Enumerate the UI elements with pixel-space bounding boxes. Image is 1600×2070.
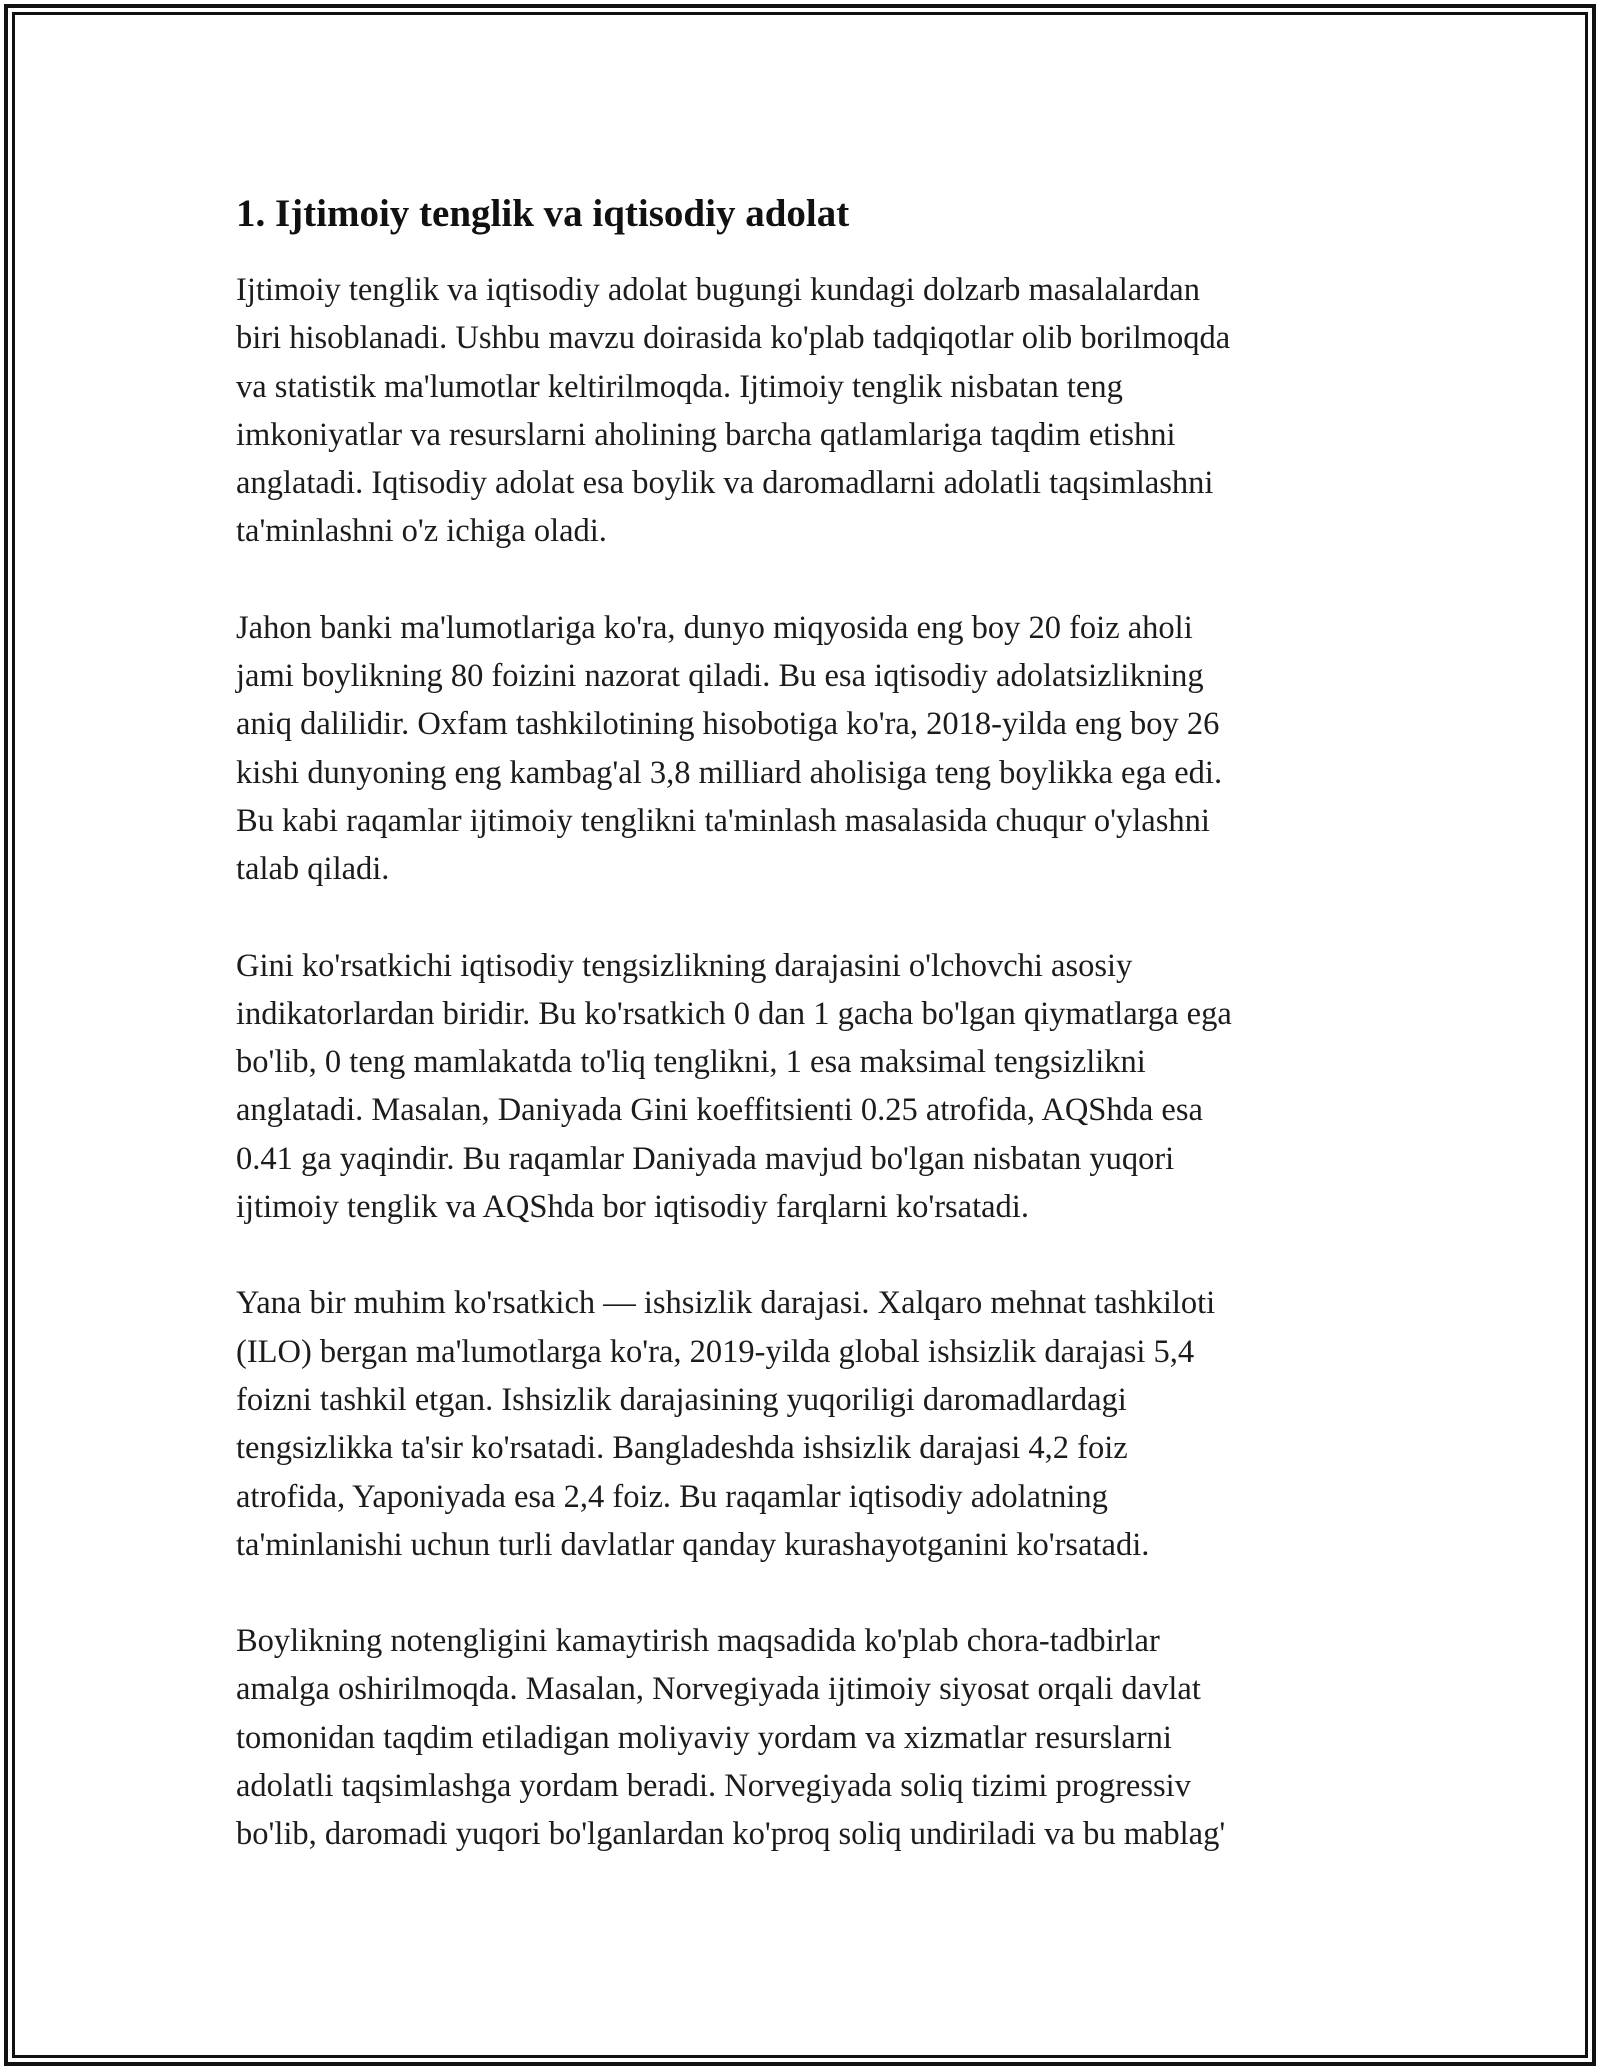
text-line: adolatli taqsimlashga yordam beradi. Norvegiyada soliq tizimi progressiv bbox=[236, 1768, 1191, 1805]
text-line: talab qiladi. bbox=[236, 851, 390, 888]
text-line: kishi dunyoning eng kambag'al 3,8 milliard aholisiga teng boylikka ega edi. bbox=[236, 754, 1223, 791]
text-line: Gini ko'rsatkichi iqtisodiy tengsizlikning darajasini o'lchovchi asosiy bbox=[236, 947, 1133, 984]
text-line: tengsizlikka ta'sir ko'rsatadi. Bangladeshda ishsizlik darajasi 4,2 foiz bbox=[236, 1430, 1128, 1467]
text-line: tomonidan taqdim etiladigan moliyaviy yordam va xizmatlar resurslarni bbox=[236, 1719, 1172, 1756]
text-line: Yana bir muhim ko'rsatkich — ishsizlik darajasi. Xalqaro mehnat tashkiloti bbox=[236, 1285, 1216, 1322]
paragraph-5 bbox=[236, 1617, 1386, 1858]
text-line: biri hisoblanadi. Ushbu mavzu doirasida ko'plab tadqiqotlar olib borilmoqda bbox=[236, 320, 1231, 357]
section-heading: 1. Ijtimoiy tenglik va iqtisodiy adolat bbox=[236, 192, 850, 235]
text-line: anglatadi. Iqtisodiy adolat esa boylik va daromadlarni adolatli taqsimlashni bbox=[236, 465, 1214, 502]
text-line: indikatorlardan biridir. Bu ko'rsatkich 0 dan 1 gacha bo'lgan qiymatlarga ega bbox=[236, 995, 1232, 1032]
text-line: bo'lib, daromadi yuqori bo'lganlardan ko'proq soliq undiriladi va bu mablag' bbox=[236, 1816, 1226, 1853]
text-line: amalga oshirilmoqda. Masalan, Norvegiyada ijtimoiy siyosat orqali davlat bbox=[236, 1671, 1201, 1708]
text-line: Bu kabi raqamlar ijtimoiy tenglikni ta'minlash masalasida chuqur o'ylashni bbox=[236, 802, 1210, 839]
text-line: foizni tashkil etgan. Ishsizlik darajasining yuqoriligi daromadlardagi bbox=[236, 1381, 1127, 1418]
text-line: atrofida, Yaponiyada esa 2,4 foiz. Bu raqamlar iqtisodiy adolatning bbox=[236, 1478, 1108, 1515]
text-line: ta'minlanishi uchun turli davlatlar qanday kurashayotganini ko'rsatadi. bbox=[236, 1526, 1150, 1563]
text-line: ijtimoiy tenglik va AQShda bor iqtisodiy farqlarni ko'rsatadi. bbox=[236, 1189, 1029, 1226]
text-line: va statistik ma'lumotlar keltirilmoqda. Ijtimoiy tenglik nisbatan teng bbox=[236, 368, 1123, 405]
text-line: anglatadi. Masalan, Daniyada Gini koeffitsienti 0.25 atrofida, AQShda esa bbox=[236, 1092, 1203, 1129]
text-line: 0.41 ga yaqindir. Bu raqamlar Daniyada mavjud bo'lgan nisbatan yuqori bbox=[236, 1140, 1175, 1177]
text-line: Boylikning notengligini kamaytirish maqsadida ko'plab chora-tadbirlar bbox=[236, 1623, 1160, 1660]
paragraph-1 bbox=[236, 266, 1386, 556]
text-line: bo'lib, 0 teng mamlakatda to'liq tenglikni, 1 esa maksimal tengsizlikni bbox=[236, 1044, 1146, 1081]
text-line: aniq dalilidir. Oxfam tashkilotining hisobotiga ko'ra, 2018-yilda eng boy 26 bbox=[236, 706, 1220, 743]
paragraph-2 bbox=[236, 604, 1386, 894]
document-body bbox=[236, 188, 1386, 1907]
text-line: Jahon banki ma'lumotlariga ko'ra, dunyo miqyosida eng boy 20 foiz aholi bbox=[236, 609, 1193, 646]
text-line: Ijtimoiy tenglik va iqtisodiy adolat bugungi kundagi dolzarb masalalardan bbox=[236, 272, 1200, 308]
paragraph-3 bbox=[236, 942, 1386, 1232]
text-line: ta'minlashni o'z ichiga oladi. bbox=[236, 513, 607, 550]
text-line: imkoniyatlar va resurslarni aholining barcha qatlamlariga taqdim etishni bbox=[236, 416, 1176, 453]
text-line: (ILO) bergan ma'lumotlarga ko'ra, 2019-yilda global ishsizlik darajasi 5,4 bbox=[236, 1333, 1195, 1370]
paragraph-4 bbox=[236, 1279, 1386, 1569]
text-line: jami boylikning 80 foizini nazorat qiladi. Bu esa iqtisodiy adolatsizlikning bbox=[236, 658, 1204, 695]
